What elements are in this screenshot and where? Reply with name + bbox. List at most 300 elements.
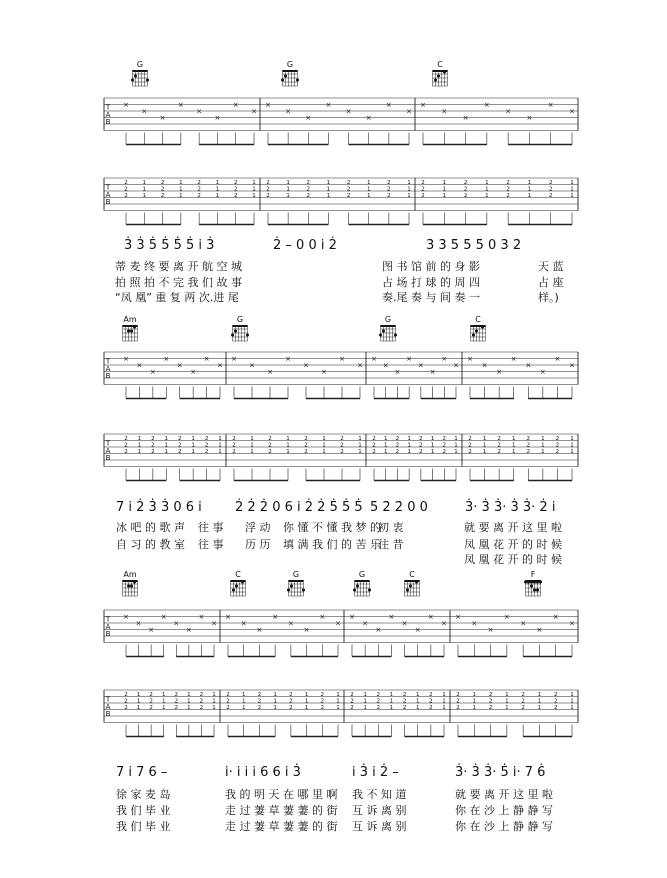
fret-number: 1 [136,698,141,705]
jianpu-measure: 3̇ 3̇ 5̇ 5̇ 5̇ 5̇ i̇ 3̇ [124,238,215,253]
muted-note: × [526,114,533,122]
muted-note: × [163,355,170,363]
fret-number: 2 [350,698,354,705]
chord-finger-dot [527,581,530,584]
fret-number: 2 [232,435,236,442]
fret-number: 2 [289,691,293,698]
chord-diagram [131,60,149,86]
lyric-segment: 图 书 馆 前 的 身 影 [382,260,480,273]
chord-finger-dot [530,581,533,584]
muted-note: × [225,613,231,621]
tab-letter-a: A [105,110,111,119]
fret-number: 2 [320,698,325,705]
muted-note: × [217,361,223,370]
jianpu-measure: 3̇ 3̇ 5̇ 5̇ 5̇ 0 3̇ 2̇ [426,238,522,253]
fret-number: 1 [442,698,446,705]
muted-note: × [441,107,448,116]
jianpu-measure: 7 i̇ 2̇ 3̇ 3̇ 0 6 i̇ [116,500,202,515]
fret-number: 2 [197,186,201,193]
muted-note: × [510,355,517,363]
chord-name: Am [123,570,137,579]
fret-number: 2 [463,186,468,193]
lyric-segment: 初 衷 [378,521,404,534]
muted-note: × [503,613,510,621]
muted-note: × [388,613,395,621]
fret-number: 2 [197,179,201,186]
muted-note: × [536,626,543,634]
fret-number: 1 [358,435,362,442]
muted-note: × [231,355,237,363]
fret-number: 2 [442,435,447,442]
fret-number: 1 [161,698,166,705]
chord-finger-dot [246,334,249,337]
fret-number: 1 [304,691,309,698]
fret-number: 2 [177,448,182,455]
jianpu-measure: i̇ 3̇ i̇ 2̇ – [352,765,399,780]
tab-staff [104,434,578,481]
fret-number: 2 [160,186,165,193]
fret-number: 1 [511,435,516,442]
fret-number: 1 [527,186,532,193]
chord-nut [283,70,298,72]
fret-number: 2 [174,698,179,705]
fret-number: 1 [250,442,254,449]
chord-nut [233,325,248,327]
chord-finger-dot [472,334,475,337]
fret-number: 1 [485,186,489,193]
fret-number: 1 [136,704,141,711]
lyric-segment: 奏.尾 奏 与 间 奏 一 [382,291,480,304]
fret-number: 2 [204,442,209,449]
chord-diagram [231,315,249,341]
muted-note: × [362,619,369,628]
muted-note: × [496,368,503,376]
muted-note: × [251,107,257,116]
chord-name: G [236,315,244,324]
fret-number: 1 [273,698,277,705]
fret-number: 1 [485,192,489,199]
chord-finger-dot [409,585,412,588]
jianpu-measure: 7 i̇ 7 6 – [116,765,168,780]
fret-number: 2 [395,435,400,442]
fret-number: 1 [215,186,220,193]
fret-number: 1 [187,698,191,705]
fret-number: 1 [137,448,142,455]
fret-number: 2 [149,691,153,698]
fret-number: 1 [322,448,326,455]
fret-number: 2 [468,435,472,442]
fret-number: 2 [160,192,165,199]
fret-number: 1 [472,704,477,711]
tab-staff [104,352,578,399]
fret-number: 1 [326,186,331,193]
fret-number: 2 [124,448,128,455]
fret-number: 1 [511,448,516,455]
tab-letter-a: A [105,702,111,711]
muted-note: × [211,619,217,628]
tab-letter-a: A [105,622,111,631]
fret-number: 1 [304,698,309,705]
muted-note: × [185,626,192,634]
fret-number: 2 [419,442,423,449]
lyric-segment: 就 要 离 开 这 里 啦 [455,788,553,801]
fret-number: 2 [226,698,230,705]
fret-number: 1 [142,186,147,193]
fret-number: 1 [212,698,216,705]
lyric-segment: 往 事 [198,538,224,551]
muted-note: × [414,626,421,634]
fret-number: 1 [286,179,290,186]
fret-number: 1 [570,179,574,186]
lyric-segment: 填 满 我 们 的 苦 乐 [283,538,381,551]
muted-note: × [267,368,273,376]
fret-number: 1 [252,192,256,199]
fret-number: 2 [463,179,468,186]
fret-number: 2 [521,704,525,711]
fret-number: 2 [174,704,179,711]
muted-note: × [198,613,205,621]
muted-note: × [265,101,271,109]
muted-note: × [420,101,426,109]
fret-number: 2 [124,698,128,705]
fret-number: 2 [233,179,238,186]
chord-diagram [433,60,448,86]
fret-number: 1 [191,448,195,455]
chord-finger-dot [443,71,446,74]
chord-diagram [123,315,138,341]
fret-number: 1 [570,698,574,705]
chord-finger-dot [146,79,149,82]
tab-letter-b: B [105,118,111,126]
fret-number: 2 [266,186,270,193]
fret-number: 2 [268,442,272,449]
muted-note: × [483,101,490,109]
fret-number: 2 [488,698,493,705]
fret-number: 1 [358,448,362,455]
fret-number: 1 [389,704,394,711]
fret-number: 2 [124,691,128,698]
fret-number: 2 [289,704,293,711]
tab-letter-t: T [105,439,111,448]
lyric-segment: 你 懂 不 懂 我 梦 的 [283,521,381,534]
fret-number: 2 [174,691,179,698]
muted-note: × [349,613,355,621]
fret-number: 1 [366,192,371,199]
fret-number: 2 [429,691,433,698]
fret-number: 1 [286,442,290,449]
fret-number: 1 [366,186,371,193]
fret-number: 1 [304,704,309,711]
fret-number: 2 [456,704,460,711]
fret-number: 2 [306,186,311,193]
muted-note: × [303,626,310,634]
chord-finger-dot [281,79,284,82]
fret-number: 1 [505,691,509,698]
fret-number: 2 [468,448,472,455]
fret-number: 1 [454,442,458,449]
fret-number: 1 [442,192,447,199]
tab-letter-b: B [105,198,111,206]
muted-note: × [214,114,221,122]
fret-number: 1 [187,691,191,698]
fret-number: 2 [149,704,153,711]
fret-number: 2 [124,192,128,199]
fret-number: 2 [124,179,128,186]
tab-letter-t: T [105,183,111,192]
jianpu-measure: 3̇· 3̇ 3̇· 5̇ i̇· 7 6̇ [455,765,546,780]
fret-number: 2 [372,442,376,449]
chord-finger-dot [302,589,305,592]
muted-note: × [285,107,292,116]
muted-note: × [441,619,447,628]
muted-note: × [196,107,203,116]
fret-number: 2 [395,442,400,449]
lyric-segment: 就 要 离 开 这 里 啦 [464,521,562,534]
fret-number: 1 [218,435,222,442]
muted-note: × [505,107,512,116]
fret-number: 2 [199,698,204,705]
fret-number: 2 [387,192,391,199]
fret-number: 1 [407,186,411,193]
chord-finger-dot [356,585,359,588]
fret-number: 1 [286,192,290,199]
tab-letter-a: A [105,364,111,373]
fret-number: 2 [306,179,311,186]
fret-number: 2 [548,192,553,199]
chord-finger-dot [133,581,136,584]
chord-finger-dot [130,585,133,588]
chord-diagram [405,570,420,596]
fret-number: 1 [142,179,147,186]
chord-finger-dot [234,330,237,333]
fret-number: 1 [407,448,411,455]
fret-number: 2 [372,435,376,442]
fret-number: 2 [506,186,510,193]
muted-note: × [135,619,142,628]
chord-finger-dot [235,585,238,588]
chord-finger-dot [134,75,137,78]
fret-number: 1 [336,698,340,705]
fret-number: 2 [402,698,407,705]
chord-name: G [384,315,392,324]
fret-number: 1 [179,179,183,186]
tab-letter-a: A [105,446,111,455]
chord-finger-dot [524,581,527,584]
fret-number: 1 [511,442,516,449]
fret-number: 1 [218,442,222,449]
fret-number: 1 [241,698,246,705]
muted-note: × [427,613,434,621]
fret-number: 2 [497,442,501,449]
chord-finger-dot [130,330,133,333]
fret-number: 2 [204,435,209,442]
fret-number: 1 [363,704,367,711]
tab-letter-t: T [105,695,111,704]
tab-letter-b: B [105,372,111,380]
fret-number: 1 [442,704,446,711]
muted-note: × [148,626,155,634]
muted-note: × [141,107,148,116]
fret-number: 1 [541,442,545,449]
lyric-segment: 我 们 毕 业 [116,804,171,817]
chord-finger-dot [382,330,385,333]
fret-number: 2 [346,192,351,199]
chord-finger-dot [290,585,293,588]
lyric-segment: 往 事 [198,521,224,534]
fret-number: 1 [187,704,191,711]
muted-note: × [321,368,327,376]
fret-number: 1 [161,704,166,711]
tab-staff [104,610,578,657]
chord-diagram [287,570,305,596]
lyric-segment: 凤 凰 花 开 的 时 候 [464,553,562,566]
chord-diagram [231,570,246,596]
fret-number: 2 [521,698,525,705]
fret-number: 2 [124,704,128,711]
chord-name: C [475,315,481,324]
muted-note: × [429,368,436,376]
muted-note: × [554,355,561,363]
muted-note: × [319,613,326,621]
fret-number: 2 [257,691,262,698]
fret-number: 1 [541,435,545,442]
muted-note: × [406,355,413,363]
fret-number: 1 [570,448,574,455]
tab-letter-b: B [105,710,111,718]
chord-finger-dot [481,326,484,329]
fret-number: 2 [387,179,391,186]
fret-number: 1 [415,698,420,705]
fret-number: 2 [553,704,558,711]
muted-note: × [462,114,469,122]
fret-number: 1 [442,691,446,698]
chord-finger-dot [434,79,437,82]
muted-note: × [569,361,575,370]
tab-staff [104,178,578,225]
fret-number: 2 [387,186,391,193]
jianpu-measure: 2̇ – 0 0 i̇ 2̇ [273,238,337,253]
tab-letter-t: T [105,357,111,366]
lyric-segment: 蒂 麦 终 要 离 开 航 空 城 [115,260,242,273]
lyric-segment: 互 诉 离 别 [352,804,407,817]
fret-number: 1 [336,691,340,698]
fret-number: 2 [304,442,308,449]
fret-number: 2 [289,698,293,705]
fret-number: 2 [340,448,344,455]
chord-finger-dot [131,79,134,82]
fret-number: 1 [273,704,277,711]
chord-name: Am [123,315,137,324]
lyric-segment: 我 的 明 天 在 哪 里 啊 [225,788,338,801]
fret-number: 1 [383,435,388,442]
chord-name: C [437,60,443,69]
fret-number: 2 [233,186,238,193]
fret-number: 2 [346,186,351,193]
fret-number: 1 [179,186,183,193]
fret-number: 1 [286,448,290,455]
chord-finger-dot [475,330,478,333]
fret-number: 1 [164,435,169,442]
fret-number: 2 [372,448,376,455]
lyric-segment: 我 们 毕 业 [116,820,171,833]
muted-note: × [177,101,184,109]
muted-note: × [365,114,372,122]
muted-note: × [569,619,575,628]
fret-number: 1 [407,435,411,442]
chord-finger-dot [241,581,244,584]
fret-number: 1 [454,448,458,455]
muted-note: × [394,368,401,376]
chord-finger-dot [539,581,542,584]
fret-number: 2 [226,704,230,711]
fret-number: 1 [415,704,420,711]
muted-note: × [487,626,494,634]
fret-number: 1 [430,442,435,449]
chord-finger-dot [353,589,356,592]
fret-number: 1 [322,435,326,442]
lyric-segment: 互 诉 离 别 [352,820,407,833]
muted-note: × [455,613,461,621]
fret-number: 2 [506,179,510,186]
muted-note: × [272,613,279,621]
chord-finger-dot [296,79,299,82]
chord-name: G [292,570,300,579]
lyric-segment: 走 过 萋 草 萋 萋 的 街 [225,820,338,833]
fret-number: 1 [363,698,367,705]
fret-number: 2 [257,704,262,711]
fret-number: 1 [215,192,220,199]
muted-note: × [441,355,448,363]
fret-number: 1 [161,691,166,698]
fret-number: 1 [212,704,216,711]
fret-number: 2 [497,448,501,455]
fret-number: 2 [151,442,155,449]
fret-number: 1 [389,698,394,705]
fret-number: 2 [555,435,560,442]
fret-number: 1 [252,179,256,186]
fret-number: 2 [488,704,493,711]
lyric-segment: 自 习 的 教 室 [116,538,185,551]
chord-nut [133,70,148,72]
fret-number: 1 [472,691,477,698]
muted-note: × [249,361,255,370]
chord-diagram [379,315,397,341]
fret-number: 2 [456,698,460,705]
muted-note: × [303,361,309,370]
fret-number: 1 [430,448,435,455]
fret-number: 1 [383,448,388,455]
chord-finger-dot [536,581,539,584]
jianpu-measure: 5̇ 2̇ 2̇ 0 0 [370,500,428,515]
fret-number: 2 [497,435,501,442]
chord-finger-dot [536,589,539,592]
muted-note: × [190,368,197,376]
chord-finger-dot [127,330,130,333]
fret-number: 1 [570,435,574,442]
chord-diagram [524,570,542,596]
fret-number: 2 [233,192,238,199]
fret-number: 1 [389,691,394,698]
fret-number: 2 [488,691,493,698]
fret-number: 2 [548,186,553,193]
muted-note: × [406,107,412,116]
lyric-segment: 冰 吧 的 歌 声 [116,521,185,534]
jianpu-measure: i̇· i̇ i̇ i̇ 6 6 i̇ 3̇ [225,765,301,780]
fret-number: 2 [151,448,155,455]
fret-number: 1 [212,691,216,698]
chord-finger-dot [287,589,290,592]
fret-number: 1 [191,435,195,442]
